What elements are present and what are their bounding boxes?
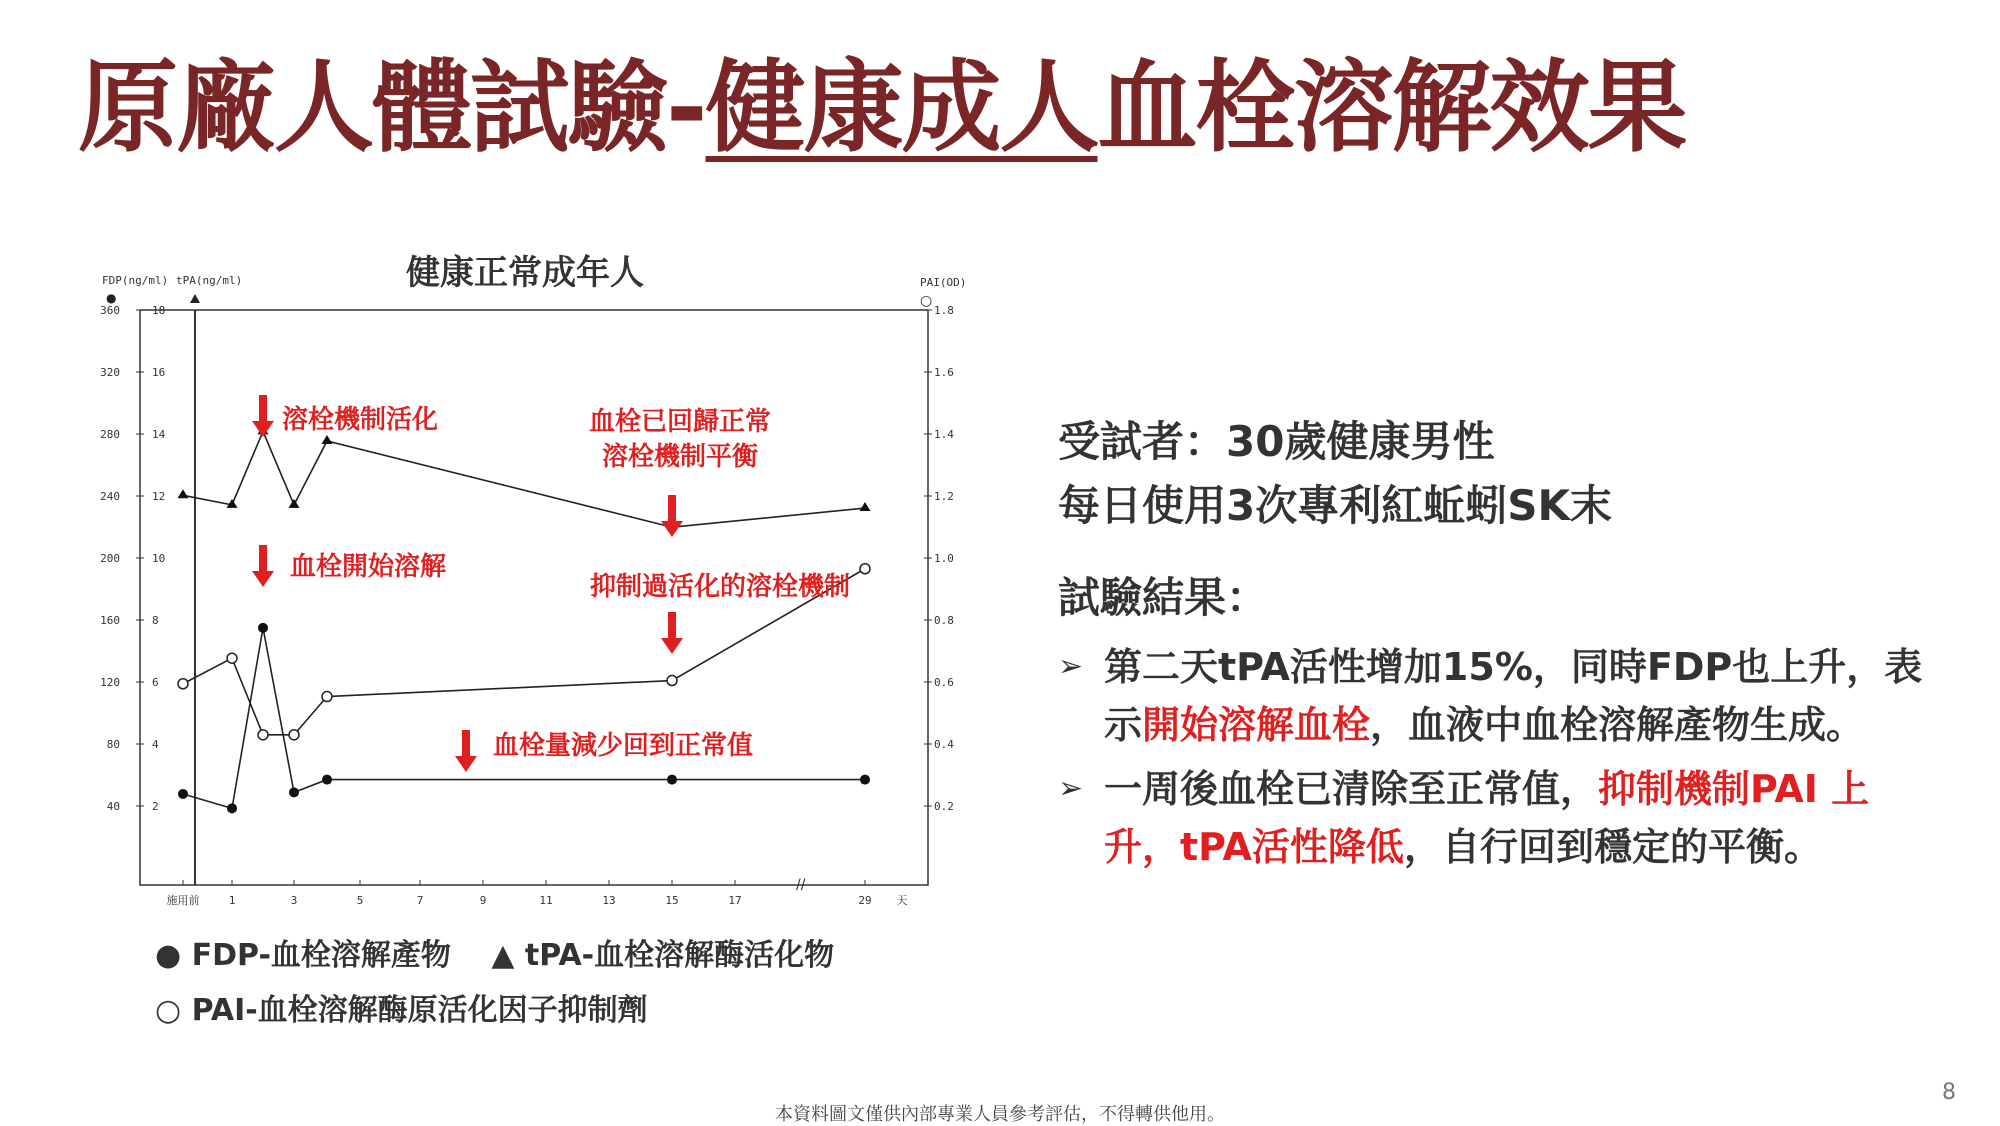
fdp-tick-label: 320 [100,366,120,379]
fdp-tick-label: 160 [100,614,120,627]
pai-point [289,730,299,740]
x-tick-label: 天 [896,894,908,907]
down-arrow-icon [661,495,683,537]
result-item-1 [1058,638,1928,754]
subject-line-2: 每日使用3次專利紅蚯蚓SK末 [1058,481,1613,530]
arrowhead-icon: ➢ [1058,771,1084,806]
fdp-point [227,803,237,813]
chart-figure [90,250,990,910]
fdp-tick-label: 80 [106,738,120,751]
annotation-label: 溶栓機制平衡 [601,442,759,472]
tpa-tick-label: 16 [152,366,166,379]
subject-line-1: 受試者：30歲健康男性 [1058,417,1495,466]
tpa-tick-label: 4 [152,738,159,751]
result-1-highlight: 開始溶解血栓 [1142,703,1371,747]
annotation-label: 血栓已回歸正常 [588,407,772,437]
tpa-axis-label: tPA(ng/ml) [176,274,243,287]
x-tick-label: 施用前 [166,894,200,907]
pai-point [667,676,677,686]
result-item-2 [1058,760,1928,876]
x-tick-label: 9 [479,894,487,907]
pai-axis-symbol: ○ [920,293,933,309]
tpa-series-line [183,431,865,527]
fdp-point [667,775,677,785]
tpa-tick-label: 10 [152,552,166,565]
result-2-highlight: 抑制機制PAI 上升，tPA活性降低 [1104,767,1870,869]
pai-point [258,730,268,740]
fdp-tick-label: 40 [106,800,120,813]
pai-tick-label: 1.4 [934,428,954,441]
pai-tick-label: 0.4 [934,738,954,751]
x-tick-label: 13 [602,894,616,907]
pai-tick-label: 0.8 [934,614,954,627]
fdp-tick-label: 280 [100,428,120,441]
x-tick-label: 11 [539,894,553,907]
tpa-point [322,435,333,444]
subject-info [1058,410,1612,538]
tpa-axis-triangle-icon [190,294,200,303]
annotation-label: 抑制過活化的溶栓機制 [589,572,851,602]
results-list [1058,638,1928,882]
fdp-point [322,775,332,785]
annotation-label: 溶栓機制活化 [282,405,439,435]
results-heading: 試驗結果： [1058,573,1269,622]
axis-break-mark: // [796,877,806,893]
pai-tick-label: 1.2 [934,490,954,503]
title-part3: 血栓溶解效果 [1097,49,1686,166]
line-chart [90,250,990,910]
annotation-label: 血栓開始溶解 [290,552,447,582]
tpa-tick-label: 2 [152,800,159,813]
result-2-text-a: 一周後血栓已清除至正常值， [1104,767,1599,811]
footer-disclaimer: 本資料圖文僅供內部專業人員參考評估，不得轉供他用。 [775,1104,1225,1125]
down-arrow-icon [252,545,274,587]
pai-point [227,653,237,663]
title-part1: 原廠人體試驗- [78,49,706,166]
pai-point [860,564,870,574]
fdp-axis-symbol: ● [106,291,117,305]
x-tick-label: 3 [290,894,298,907]
down-arrow-icon [455,730,477,772]
arrowhead-icon: ➢ [1058,649,1084,684]
slide-title [78,48,1686,168]
tpa-tick-label: 6 [152,676,159,689]
chart-title: 健康正常成年人 [406,253,644,293]
down-arrow-icon [661,612,683,654]
pai-tick-label: 0.6 [934,676,954,689]
tpa-tick-label: 12 [152,490,166,503]
tpa-point [178,489,189,498]
legend-line-2: ○ PAI-血栓溶解酶原活化因子抑制劑 [155,993,648,1028]
tpa-point [860,502,871,511]
pai-tick-label: 0.2 [934,800,954,813]
tpa-tick-label: 14 [152,428,166,441]
pai-tick-label: 1.8 [934,304,954,317]
page-number: 8 [1942,1080,1956,1105]
title-part2: 健康成人 [705,49,1098,166]
fdp-tick-label: 240 [100,490,120,503]
fdp-axis-label: FDP(ng/ml) [102,274,169,287]
fdp-tick-label: 120 [100,676,120,689]
x-tick-label: 15 [665,894,679,907]
x-tick-label: 17 [728,894,742,907]
pai-point [322,692,332,702]
pai-axis-label: PAI(OD) [920,276,967,289]
fdp-tick-label: 200 [100,552,120,565]
pai-tick-label: 1.0 [934,552,954,565]
result-1-text-c: ，血液中血栓溶解產物生成。 [1370,703,1865,747]
fdp-point [258,623,268,633]
legend-line-1: ● FDP-血栓溶解產物 ▲ tPA-血栓溶解酶活化物 [155,938,835,973]
x-tick-label: 1 [228,894,236,907]
result-2-text-c: ，自行回到穩定的平衡。 [1403,825,1822,869]
annotation-label: 血栓量減少回到正常值 [493,731,754,761]
pai-point [178,679,188,689]
tpa-point [289,499,300,508]
result-1-text-a: 第二天tPA活性增加15%，同時FDP也上升，表示 [1104,645,1923,747]
x-tick-label: 7 [416,894,424,907]
fdp-point [860,775,870,785]
down-arrow-icon [252,395,274,437]
fdp-tick-label: 360 [100,304,120,317]
fdp-series-line [183,628,865,808]
fdp-point [289,787,299,797]
pai-tick-label: 1.6 [934,366,954,379]
tpa-tick-label: 8 [152,614,159,627]
x-tick-label: 29 [858,894,872,907]
x-tick-label: 5 [356,894,364,907]
fdp-point [178,789,188,799]
tpa-tick-label: 18 [152,304,166,317]
